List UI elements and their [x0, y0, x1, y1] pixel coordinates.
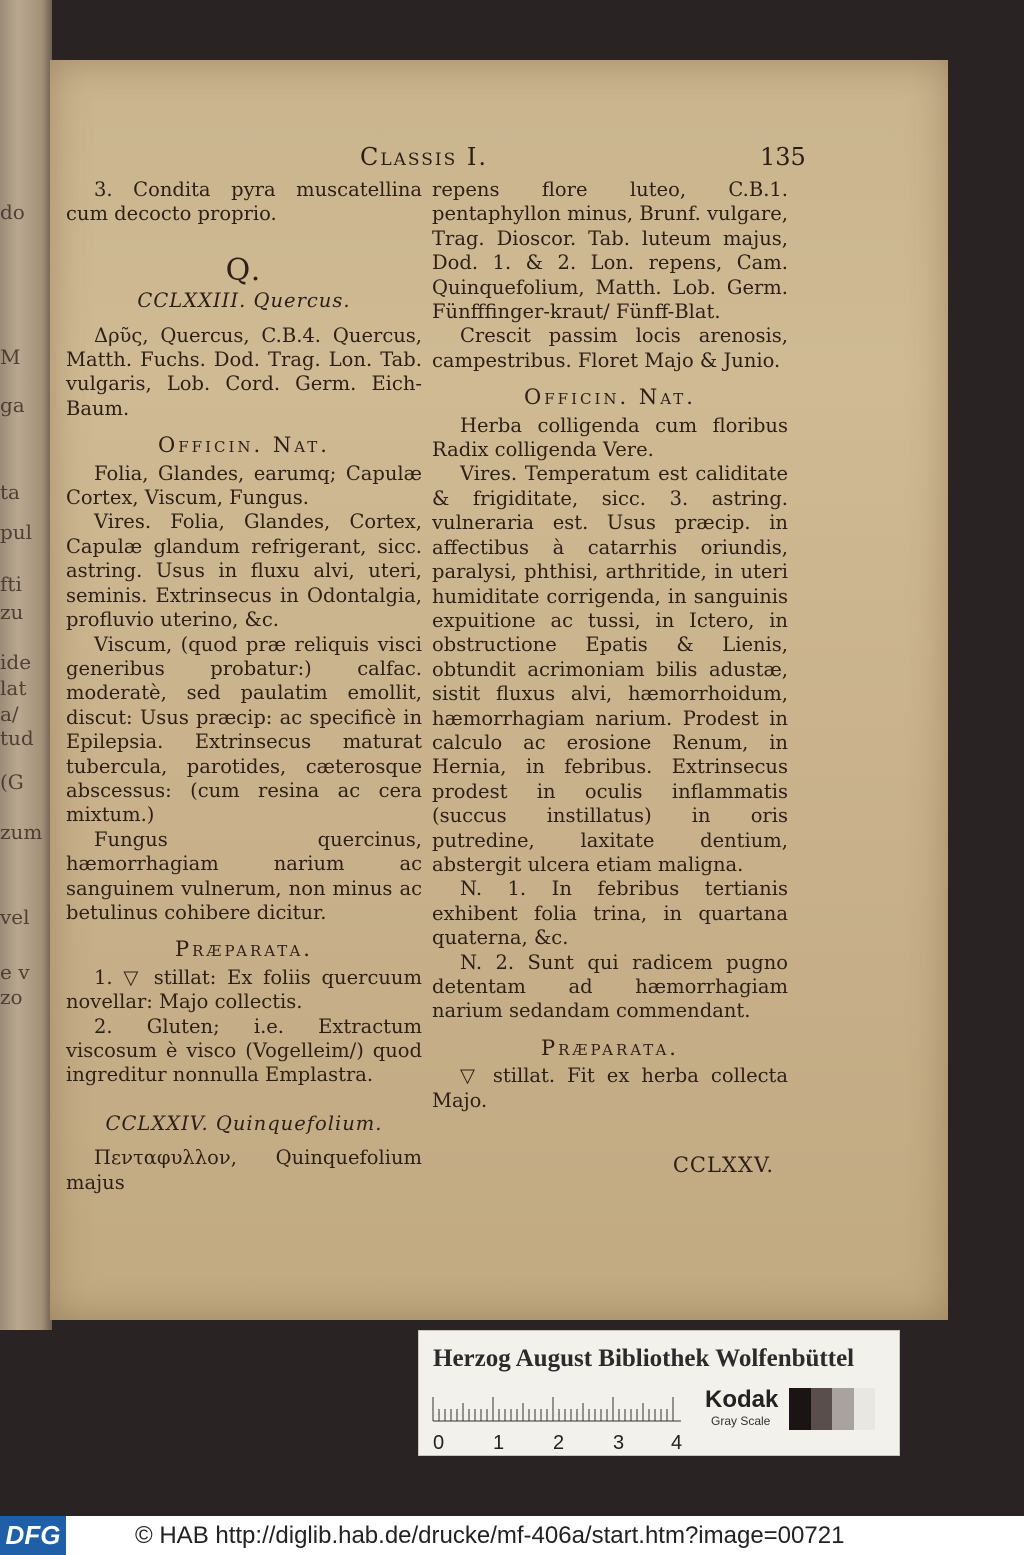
prev-page-fragment: tud: [0, 726, 34, 750]
ruler-number: 4: [671, 1432, 683, 1454]
right-column: [432, 178, 788, 1177]
vires-quinquefolium: Vires. Temperatum est caliditate & frigiditate, sicc. 3. astring. vulneraria est. Usus præcip. in affectibus à catarrhis oriundis, paralysi, phthisi, arthritide, in uteri humiditate corrigenda, in sanguinis expuitione ac tussi, in Ictero, in obstructione Epatis & Lienis, obtundit acrimoniam bilis adustæ, sistit fluxus alvi, hæmorrhoidum, hæmorrhagiam narium. Prodest in calculo ac erosione Renum, in Hernia, in febribus. Extrinsecus prodest in oculis inflammatis (succus instillatus) in oris putredine, laxitate dentium, abstergit ulcera etiam maligna.: [432, 462, 788, 876]
preparation-right: ▽ stillat. Fit ex herba collecta Majo.: [432, 1064, 788, 1112]
running-head: [0, 143, 1024, 177]
ruler-number: 0: [433, 1432, 445, 1454]
prev-page-fragment: zo: [0, 985, 23, 1009]
prev-page-fragment: ide: [0, 650, 32, 674]
section-letter: Q.: [225, 252, 263, 288]
page-number: 135: [760, 143, 806, 171]
kodak-logo: Kodak: [705, 1386, 779, 1413]
fungus-paragraph: Fungus quercinus, hæmorrhagiam narium ac sanguinem vulnerum, non minus ac betulinus cohibere dicitur.: [66, 827, 422, 924]
synonyms-273: Δρῦς, Quercus, C.B.4. Quercus, Matth. Fuchs. Dod. Trag. Lon. Tab. vulgaris, Lob. Cord. Germ. Eich-Baum.: [66, 323, 422, 420]
ruler-number: 1: [493, 1432, 505, 1454]
synonyms-274-continued: repens flore luteo, C.B.1. pentaphyllon minus, Brunf. vulgare, Trag. Dioscor. Tab. luteum majus, Dod. 1. & 2. Lon. repens, Cam. Quinquefolium, Matth. Lob. Germ. Fünfffinger-kraut/ Fünff-Blat.: [432, 178, 788, 324]
gray-scale-swatches: [789, 1388, 875, 1430]
previous-page-edge: [0, 0, 52, 1330]
gray-swatch: [811, 1388, 833, 1430]
gray-swatch: [789, 1388, 811, 1430]
gray-scale-label: Gray Scale: [711, 1414, 771, 1428]
prev-page-fragment: (G: [0, 770, 24, 794]
prev-page-fragment: e v: [0, 960, 30, 984]
footer-bar: [0, 1516, 1024, 1555]
prev-page-fragment: vel: [0, 905, 30, 929]
running-head-title: Classis I.: [360, 143, 489, 171]
preparation-2: 2. Gluten; i.e. Extractum viscosum è visco (Vogelleim/) quod ingreditur nonnulla Emplastra.: [66, 1014, 422, 1087]
praeparata-title-left: Præparata.: [175, 937, 313, 962]
vires-quercus: Vires. Folia, Glandes, Cortex, Capulæ glandum refrigerant, sicc. astring. Usus in fluxu alvi, uteri, seminis. Extrinsecus in Odontalgia, profluvio uterino, &c.: [66, 510, 422, 632]
prev-page-fragment: ta: [0, 480, 20, 504]
prev-page-fragment: lat: [0, 676, 27, 700]
library-color-card: [418, 1330, 900, 1456]
item-3-text: 3. Condita pyra muscatellina cum decocto proprio.: [66, 178, 422, 226]
praeparata-title-right: Præparata.: [541, 1035, 679, 1060]
synonyms-274: Πενταφυλλον, Quinquefolium majus: [66, 1146, 422, 1194]
ruler-number: 2: [553, 1432, 565, 1454]
copyright-url: © HAB http://diglib.hab.de/drucke/mf-406a/start.htm?image=00721: [135, 1522, 845, 1549]
prev-page-fragment: pul: [0, 520, 33, 544]
dfg-logo: DFG: [0, 1516, 66, 1555]
left-column: [66, 178, 422, 1195]
scale-ruler: [419, 1381, 699, 1455]
crescit-paragraph: Crescit passim locis arenosis, campestribus. Floret Majo & Junio.: [432, 324, 788, 372]
prev-page-fragment: do: [0, 200, 25, 224]
gray-swatch: [832, 1388, 854, 1430]
officin-title-left: Officin. Nat.: [158, 433, 330, 458]
officin-title-right: Officin. Nat.: [524, 385, 696, 410]
nota-1: N. 1. In febribus tertianis exhibent folia trina, in quartana quaterna, &c.: [432, 877, 788, 950]
prev-page-fragment: a/: [0, 702, 19, 726]
prev-page-fragment: fti: [0, 572, 22, 596]
officin-parts: Folia, Glandes, earumq; Capulæ Cortex, Viscum, Fungus.: [66, 461, 422, 510]
herba-paragraph: Herba colligenda cum floribus Radix colligenda Vere.: [432, 413, 788, 462]
nota-2: N. 2. Sunt qui radicem pugno detentam ad hæmorrhagiam narium sedandam commendant.: [432, 950, 788, 1023]
prev-page-fragment: zu: [0, 600, 24, 624]
library-name: Herzog August Bibliothek Wolfenbüttel: [433, 1345, 855, 1372]
entry-heading-273: CCLXXIII. Quercus.: [137, 289, 351, 313]
catchword: CCLXXV.: [672, 1153, 774, 1178]
entry-heading-274: CCLXXIV. Quinquefolium.: [105, 1111, 383, 1135]
viscum-paragraph: Viscum, (quod præ reliquis visci generibus probatur:) calfac. moderatè, sed paulatim emollit, discut: Usus præcip: ac specificè in Epilepsia. Extrinsecus maturat tubercula, parotides, cæterosque abscessus: (cum resina ac cera mixtum.): [66, 632, 422, 827]
preparation-1: 1. ▽ stillat: Ex foliis quercuum novellar: Majo collectis.: [66, 965, 422, 1014]
prev-page-fragment: ga: [0, 393, 25, 417]
prev-page-fragment: zum: [0, 820, 43, 844]
gray-swatch: [854, 1388, 876, 1430]
ruler-number: 3: [613, 1432, 625, 1454]
prev-page-fragment: M: [0, 345, 21, 369]
